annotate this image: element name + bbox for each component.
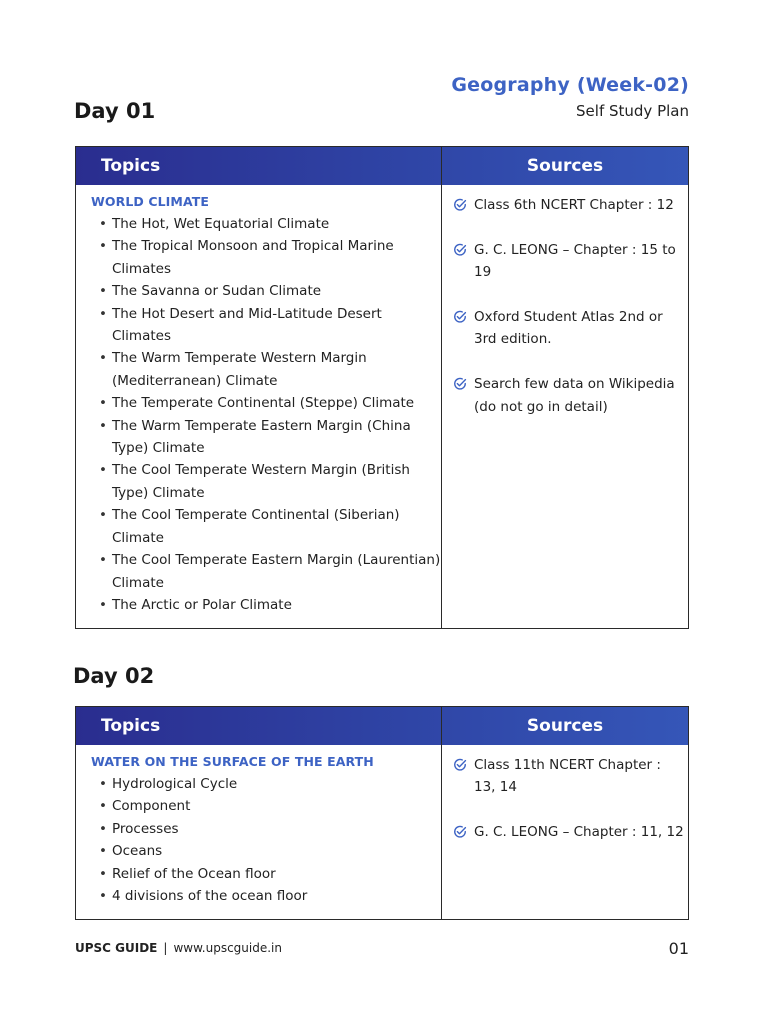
- subject-subtitle: Self Study Plan: [576, 102, 689, 120]
- topic-item: • The Cool Temperate Continental (Siberian) Climate: [91, 504, 441, 549]
- topic-item: • The Cool Temperate Eastern Margin (Laurentian) Climate: [91, 549, 441, 594]
- table-header: [76, 707, 688, 745]
- source-item: [453, 194, 684, 216]
- topic-item: • The Hot Desert and Mid-Latitude Desert Climates: [91, 303, 441, 348]
- page-number: 01: [668, 939, 689, 958]
- footer-website-link[interactable]: www.upscguide.in: [173, 941, 282, 955]
- topic-item: • Hydrological Cycle: [91, 773, 441, 795]
- table-header: [76, 147, 688, 185]
- sources-column-header: Sources: [526, 716, 604, 736]
- source-text: Oxford Student Atlas 2nd or 3rd edition.: [474, 309, 663, 348]
- day-02-table: [75, 706, 689, 920]
- topic-item: • The Tropical Monsoon and Tropical Marine Climates: [91, 235, 441, 280]
- table-body: [76, 185, 688, 628]
- source-text: Class 6th NCERT Chapter : 12: [474, 197, 674, 213]
- source-item: [453, 306, 684, 351]
- day-01-heading: Day 01: [74, 99, 156, 123]
- topic-item: • Processes: [91, 818, 441, 840]
- sources-cell: [442, 185, 688, 628]
- source-item: [453, 754, 684, 799]
- source-list: [453, 754, 684, 844]
- topic-list: [91, 213, 441, 616]
- source-item: [453, 821, 684, 843]
- day-02-heading: Day 02: [73, 664, 155, 688]
- topic-item: • The Temperate Continental (Steppe) Climate: [91, 392, 441, 414]
- topic-list: [91, 773, 441, 907]
- day-01-table: [75, 146, 689, 629]
- page-header: [451, 74, 689, 120]
- footer-brand: UPSC GUIDE: [75, 941, 158, 955]
- sources-cell: [442, 745, 688, 919]
- topic-item: • The Warm Temperate Eastern Margin (China Type) Climate: [91, 415, 441, 460]
- source-list: [453, 194, 684, 418]
- topic-item: • The Cool Temperate Western Margin (British Type) Climate: [91, 459, 441, 504]
- topics-cell: [76, 745, 442, 919]
- sources-column-header: Sources: [526, 156, 604, 176]
- topics-column-header: Topics: [76, 707, 442, 745]
- topic-item: • The Savanna or Sudan Climate: [91, 280, 441, 302]
- topic-item: • The Hot, Wet Equatorial Climate: [91, 213, 441, 235]
- source-item: [453, 239, 684, 284]
- topic-group-title: WORLD CLIMATE: [91, 194, 210, 209]
- topic-item: • 4 divisions of the ocean floor: [91, 885, 441, 907]
- source-text: Search few data on Wikipedia (do not go in detail): [474, 376, 675, 415]
- check-circle-icon: [453, 243, 467, 257]
- check-circle-icon: [453, 310, 467, 324]
- check-circle-icon: [453, 377, 467, 391]
- check-circle-icon: [453, 825, 467, 839]
- subject-title: Geography (Week-02): [451, 74, 689, 96]
- topic-item: • The Arctic or Polar Climate: [91, 594, 441, 616]
- check-circle-icon: [453, 758, 467, 772]
- topic-item: • Oceans: [91, 840, 441, 862]
- table-body: [76, 745, 688, 919]
- topics-cell: [76, 185, 442, 628]
- source-text: G. C. LEONG – Chapter : 15 to 19: [474, 241, 676, 281]
- page-footer: [75, 941, 282, 955]
- source-item: [453, 373, 684, 418]
- topic-item: • The Warm Temperate Western Margin (Mediterranean) Climate: [91, 347, 441, 392]
- check-circle-icon: [453, 198, 467, 212]
- topic-group-title: WATER ON THE SURFACE OF THE EARTH: [91, 754, 374, 769]
- topic-item: • Relief of the Ocean floor: [91, 863, 441, 885]
- source-text: G. C. LEONG – Chapter : 11, 12: [474, 824, 684, 841]
- footer-separator: |: [163, 941, 168, 955]
- topic-item: • Component: [91, 795, 441, 817]
- topics-column-header: Topics: [76, 147, 442, 185]
- source-text: Class 11th NCERT Chapter : 13, 14: [474, 757, 661, 796]
